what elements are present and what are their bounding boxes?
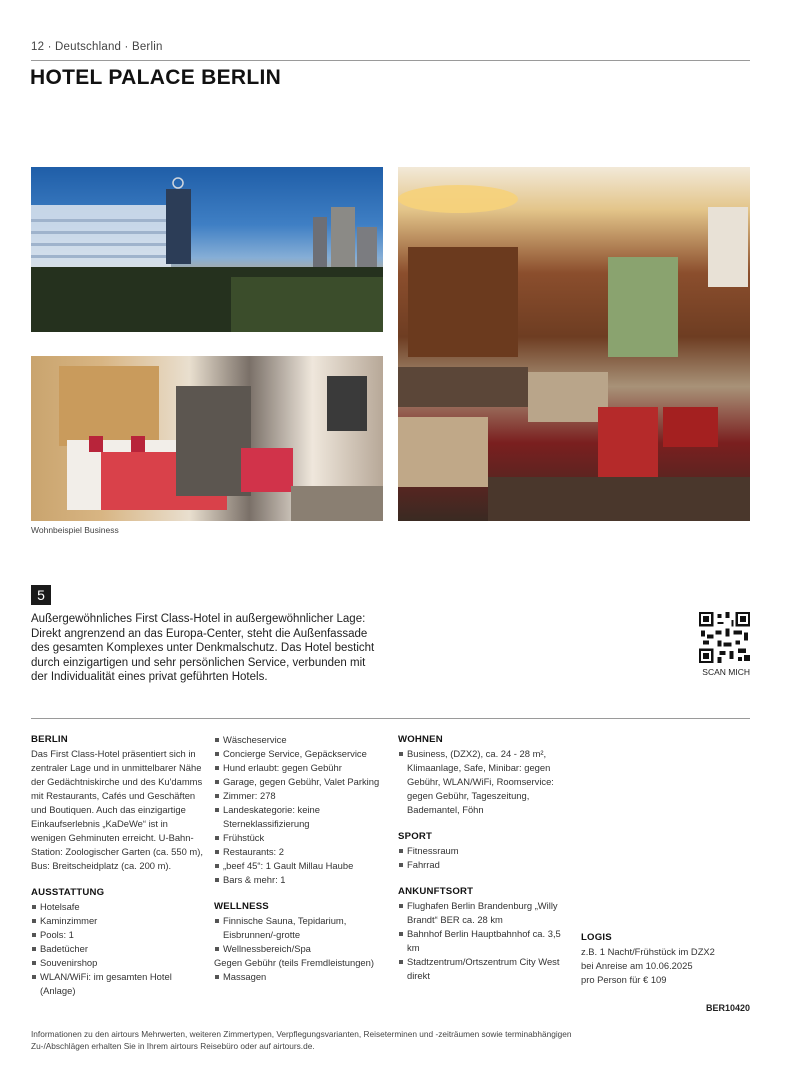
qr-code-icon[interactable] [699, 612, 750, 663]
list-item: Hotelsafe [31, 900, 203, 914]
list-item: Landeskategorie: keine Sterneklassifizierung [214, 803, 386, 831]
column-ausstattung-wellness [214, 733, 386, 984]
logis-heading: LOGIS [581, 932, 612, 943]
hotel-exterior-photo [31, 167, 383, 332]
ankunftsort-heading: ANKUNFTSORT [398, 886, 474, 897]
breadcrumb: 12 · Deutschland · Berlin [31, 41, 163, 53]
logis-line: bei Anreise am 10.06.2025 [581, 960, 693, 971]
list-item: Zimmer: 278 [214, 789, 386, 803]
list-item: Finnische Sauna, Tepidarium, Eisbrunnen/-grotte [214, 914, 386, 942]
list-item: Bahnhof Berlin Hauptbahnhof ca. 3,5 km [398, 927, 570, 955]
offer-code: BER10420 [705, 1003, 750, 1013]
ausstattung-heading: AUSSTATTUNG [31, 887, 105, 898]
rating-badge: 5 [31, 585, 51, 605]
list-item: Wäscheservice [214, 733, 386, 747]
photo-caption: Wohnbeispiel Business [31, 525, 119, 535]
page-title: HOTEL PALACE BERLIN [30, 66, 282, 89]
column-berlin-ausstattung [31, 733, 203, 998]
berlin-heading: BERLIN [31, 734, 68, 745]
list-item: Fitnessraum [398, 844, 570, 858]
sport-heading: SPORT [398, 831, 433, 842]
ausstattung-list [31, 900, 203, 998]
qr-label: SCAN MICH [702, 667, 750, 677]
list-item: Pools: 1 [31, 928, 203, 942]
list-item: Wellnessbereich/Spa [214, 942, 386, 956]
ausstattung-list-continued [214, 733, 386, 887]
list-item: „beef 45“: 1 Gault Millau Haube [214, 859, 386, 873]
wellness-note: Gegen Gebühr (teils Fremdleistungen) [214, 957, 374, 968]
room-photo [31, 356, 383, 521]
list-item: Concierge Service, Gepäckservice [214, 747, 386, 761]
list-item: Frühstück [214, 831, 386, 845]
berlin-text: Das First Class-Hotel präsentiert sich in zentraler Lage und in unmittelbarer Nähe der Gedächtniskirche und des Ku'damms mit Restaurants, Cafés und Geschäften und Boutiquen. Auch das einzigartige Einkaufserlebnis „KaDeWe“ ist in wenigen Gehminuten erreicht. U-Bahn-Station: Zoologischer Garten (ca. 550 m), Bus: Breitscheidplatz (ca. 200 m). [31, 748, 203, 871]
list-item: Kaminzimmer [31, 914, 203, 928]
section-divider [31, 718, 750, 719]
list-item: Hund erlaubt: gegen Gebühr [214, 761, 386, 775]
wohnen-list [398, 747, 570, 817]
column-wohnen-sport-ankunft [398, 733, 570, 983]
intro-text: Außergewöhnliches First Class-Hotel in außergewöhnlicher Lage: Direkt angrenzend an das Europa-Center, steht die Außenfassade des gesamten Komplexes unter Denkmalschutz. Das Hotel besticht durch einzigartigen und sehr persönlichen Service, verbunden mit der Individualität eines privat geführten Hotels. [31, 613, 375, 683]
list-item: Badetücher [31, 942, 203, 956]
list-item: Bars & mehr: 1 [214, 873, 386, 887]
list-item: Souvenirshop [31, 956, 203, 970]
top-divider [31, 60, 750, 61]
lobby-illustration [398, 167, 750, 521]
list-item: Business, (DZX2), ca. 24 - 28 m², Klimaanlage, Safe, Minibar: gegen Gebühr, WLAN/WiFi, Roomservice: gegen Gebühr, Tageszeitung, Bademantel, Föhn [398, 747, 570, 817]
column-logis [581, 931, 751, 987]
list-item: Fahrrad [398, 858, 570, 872]
footer-note: Informationen zu den airtours Mehrwerten, weiteren Zimmertypen, Verpflegungsvarianten, Reiseterminen und -zeiträumen sowie terminabhängigen Zu-/Abschlägen erhalten Sie in Ihrem airtours Reisebüro oder auf airtours.de. [31, 1029, 572, 1051]
logis-price: pro Person für € 109 [581, 974, 667, 985]
room-illustration [31, 356, 383, 521]
wellness-heading: WELLNESS [214, 901, 269, 912]
wellness-list [214, 914, 386, 956]
wellness-list-extra [214, 970, 386, 984]
list-item: Massagen [214, 970, 386, 984]
ankunftsort-list [398, 899, 570, 983]
list-item: Restaurants: 2 [214, 845, 386, 859]
list-item: Garage, gegen Gebühr, Valet Parking [214, 775, 386, 789]
lobby-photo [398, 167, 750, 521]
list-item: WLAN/WiFi: im gesamten Hotel (Anlage) [31, 970, 203, 998]
exterior-illustration [31, 167, 383, 332]
list-item: Stadtzentrum/Ortszentrum City West direkt [398, 955, 570, 983]
list-item: Flughafen Berlin Brandenburg „Willy Brandt“ BER ca. 28 km [398, 899, 570, 927]
logis-line: z.B. 1 Nacht/Frühstück im DZX2 [581, 946, 715, 957]
sport-list [398, 844, 570, 872]
wohnen-heading: WOHNEN [398, 734, 443, 745]
